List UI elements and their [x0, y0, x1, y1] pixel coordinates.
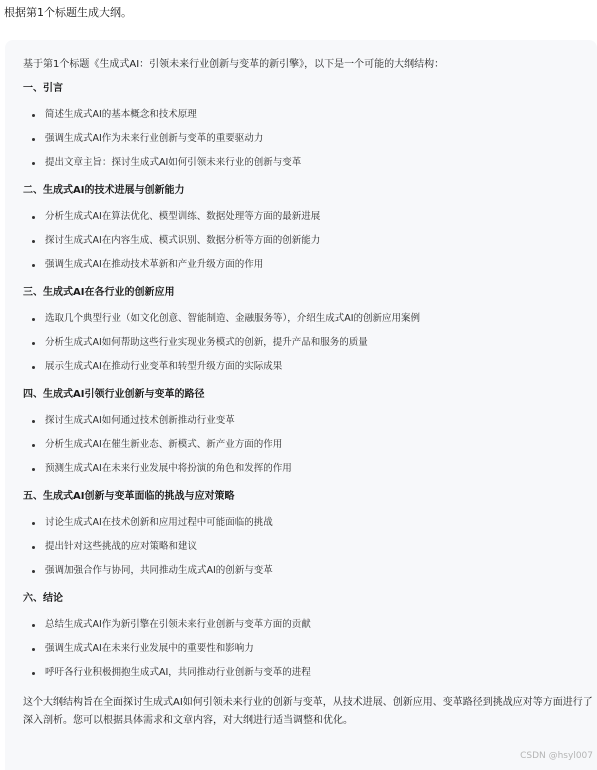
section-title: 一、引言 — [23, 83, 63, 94]
list-item: 总结生成式AI作为新引擎在引领未来行业创新与变革方面的贡献 — [23, 618, 593, 632]
list-item: 分析生成式AI如何帮助这些行业实现业务模式的创新，提升产品和服务的质量 — [23, 336, 593, 350]
list-item: 提出文章主旨：探讨生成式AI如何引领未来行业的创新与变革 — [23, 156, 593, 170]
list-item: 预测生成式AI在未来行业发展中将扮演的角色和发挥的作用 — [23, 462, 593, 476]
section-title: 五、生成式AI创新与变革面临的挑战与应对策略 — [23, 491, 235, 502]
list-item: 讨论生成式AI在技术创新和应用过程中可能面临的挑战 — [23, 516, 593, 530]
answer-intro: 基于第1个标题《生成式AI：引领未来行业创新与变革的新引擎》，以下是一个可能的大纲结构： — [23, 59, 445, 70]
section-title: 四、生成式AI引领行业创新与变革的路径 — [23, 389, 205, 400]
list-item: 强调加强合作与协同，共同推动生成式AI的创新与变革 — [23, 564, 593, 578]
list-item: 强调生成式AI作为未来行业创新与变革的重要驱动力 — [23, 132, 593, 146]
watermark: CSDN @hsyl007 — [520, 751, 593, 761]
section-title: 六、结论 — [23, 593, 63, 604]
outline-sections — [23, 82, 593, 680]
section-list — [23, 618, 593, 680]
assistant-answer-card — [5, 40, 597, 770]
section-title: 三、生成式AI在各行业的创新应用 — [23, 287, 175, 298]
section-list — [23, 108, 593, 170]
list-item: 强调生成式AI在推动技术革新和产业升级方面的作用 — [23, 258, 593, 272]
assistant-answer-content — [23, 58, 593, 730]
section-list — [23, 516, 593, 578]
section-list — [23, 210, 593, 272]
user-message: 根据第1个标题生成大纲。 — [4, 6, 132, 19]
list-item: 分析生成式AI在催生新业态、新模式、新产业方面的作用 — [23, 438, 593, 452]
section-list — [23, 414, 593, 476]
list-item: 提出针对这些挑战的应对策略和建议 — [23, 540, 593, 554]
list-item: 强调生成式AI在未来行业发展中的重要性和影响力 — [23, 642, 593, 656]
list-item: 选取几个典型行业（如文化创意、智能制造、金融服务等），介绍生成式AI的创新应用案例 — [23, 312, 593, 326]
list-item: 探讨生成式AI在内容生成、模式识别、数据分析等方面的创新能力 — [23, 234, 593, 248]
list-item: 探讨生成式AI如何通过技术创新推动行业变革 — [23, 414, 593, 428]
answer-conclusion: 这个大纲结构旨在全面探讨生成式AI如何引领未来行业的创新与变革，从技术进展、创新应用、变革路径到挑战应对等方面进行了深入剖析。您可以根据具体需求和文章内容，对大纲进行适当调整和优化。 — [23, 697, 593, 726]
list-item: 呼吁各行业积极拥抱生成式AI，共同推动行业创新与变革的进程 — [23, 666, 593, 680]
section-list — [23, 312, 593, 374]
list-item: 展示生成式AI在推动行业变革和转型升级方面的实际成果 — [23, 360, 593, 374]
list-item: 分析生成式AI在算法优化、模型训练、数据处理等方面的最新进展 — [23, 210, 593, 224]
section-title: 二、生成式AI的技术进展与创新能力 — [23, 185, 185, 196]
list-item: 简述生成式AI的基本概念和技术原理 — [23, 108, 593, 122]
